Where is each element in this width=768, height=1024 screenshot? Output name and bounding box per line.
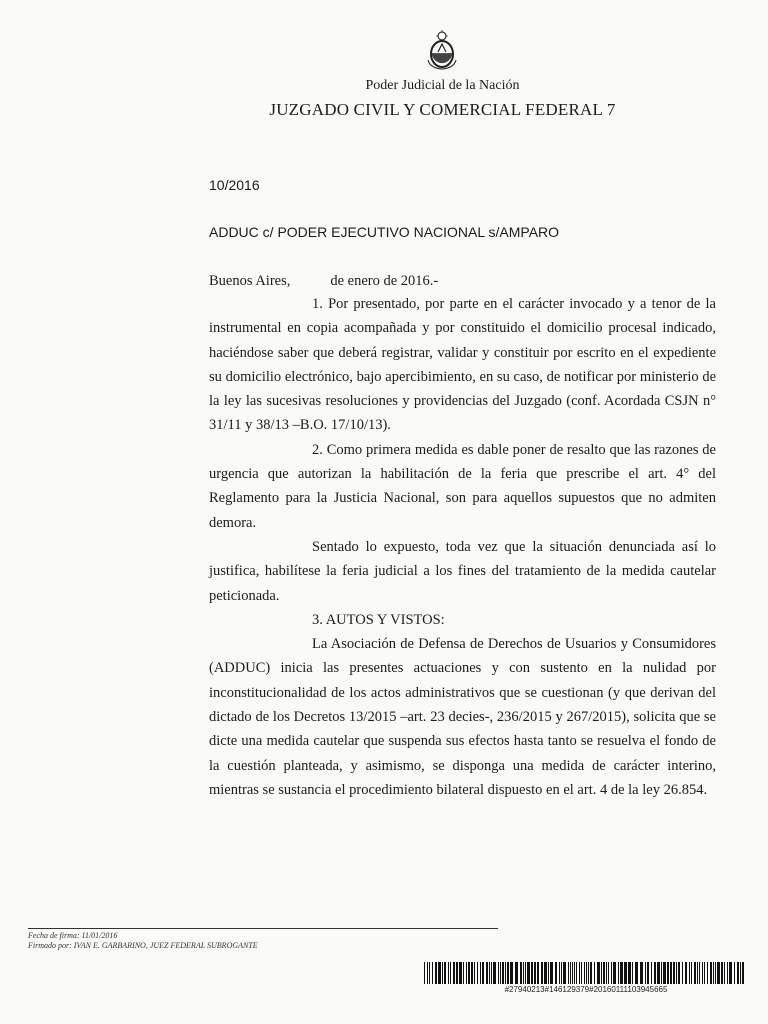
barcode-bar	[608, 962, 609, 984]
barcode-bar	[502, 962, 504, 984]
barcode-bar	[463, 962, 464, 984]
barcode-bar	[594, 962, 595, 984]
barcode-bar	[724, 962, 725, 984]
barcode-bar	[456, 962, 458, 984]
barcode	[424, 962, 748, 984]
barcode-bar	[493, 962, 496, 984]
barcode-bar	[601, 962, 602, 984]
barcode-bar	[471, 962, 473, 984]
date-place: Buenos Aires,	[209, 273, 291, 289]
barcode-bar	[624, 962, 627, 984]
barcode-bar	[694, 962, 696, 984]
barcode-bar	[486, 962, 488, 984]
barcode-bar	[667, 962, 669, 984]
organization-name: Poder Judicial de la Nación	[365, 78, 520, 93]
barcode-bar	[424, 962, 425, 984]
barcode-bar	[459, 962, 462, 984]
barcode-bar	[572, 962, 573, 984]
barcode-bar	[590, 962, 592, 984]
barcode-bar	[734, 962, 735, 984]
barcode-bar	[676, 962, 677, 984]
barcode-bar	[597, 962, 600, 984]
barcode-bar	[523, 962, 524, 984]
barcode-bar	[657, 962, 660, 984]
barcode-bar	[534, 962, 536, 984]
barcode-bar	[474, 962, 475, 984]
barcode-bar	[466, 962, 467, 984]
barcode-bar	[489, 962, 490, 984]
barcode-bar	[588, 962, 589, 984]
barcode-bar	[541, 962, 543, 984]
date-value: de enero de 2016.-	[330, 273, 439, 289]
barcode-bar	[715, 962, 716, 984]
paragraph-1: 1. Por presentado, por parte en el carácter invocado y a tenor de la instrumental en copia acompañada y por constituido el domicilio procesal indicado, haciéndose saber que deberá registrar, validar y constituir por escrito en el expediente su domicilio electrónico, bajo apercibimiento, en su caso, de notificar por ministerio de la ley las sucesivas resoluciones y providencias del Juzgado (conf. Acordada CSJN n° 31/11 y 38/13 –B.O. 17/10/13).	[209, 296, 716, 434]
barcode-bar	[561, 962, 562, 984]
barcode-bar	[707, 962, 708, 984]
barcode-bar	[645, 962, 646, 984]
paragraph-3: Sentado lo expuesto, toda vez que la situación denunciada así lo justifica, habilítese la feria judicial a los fines del tratamiento de la medida cautelar peticionada.	[209, 538, 716, 604]
barcode-bar	[729, 962, 732, 984]
barcode-bar	[618, 962, 619, 984]
barcode-bar	[721, 962, 723, 984]
barcode-bar	[525, 962, 526, 984]
barcode-bar	[429, 962, 430, 984]
barcode-bar	[544, 962, 547, 984]
barcode-bar	[438, 962, 441, 984]
barcode-bar	[727, 962, 728, 984]
barcode-bar	[500, 962, 501, 984]
barcode-bar	[654, 962, 656, 984]
national-seal-icon	[425, 30, 459, 70]
barcode-bar	[603, 962, 605, 984]
barcode-bar	[520, 962, 522, 984]
case-number: 10/2016	[209, 177, 260, 193]
barcode-bar	[507, 962, 509, 984]
barcode-bar	[635, 962, 638, 984]
barcode-bar	[663, 962, 666, 984]
barcode-bar	[480, 962, 481, 984]
barcode-bar	[713, 962, 714, 984]
barcode-bar	[505, 962, 506, 984]
barcode-bar	[702, 962, 703, 984]
barcode-bar	[640, 962, 643, 984]
barcode-bar	[570, 962, 571, 984]
barcode-bar	[537, 962, 539, 984]
court-name: JUZGADO CIVIL Y COMERCIAL FEDERAL 7	[269, 100, 616, 119]
barcode-bar	[427, 962, 428, 984]
barcode-bar	[717, 962, 720, 984]
barcode-bar	[581, 962, 582, 984]
barcode-number: #27940213#146129379#20160111103945665	[504, 985, 668, 994]
barcode-bar	[444, 962, 446, 984]
barcode-bar	[563, 962, 566, 984]
barcode-bar	[710, 962, 712, 984]
barcode-bar	[574, 962, 575, 984]
barcode-bar	[689, 962, 690, 984]
barcode-bar	[632, 962, 633, 984]
barcode-bar	[647, 962, 649, 984]
barcode-bar	[670, 962, 672, 984]
barcode-bar	[586, 962, 587, 984]
barcode-bar	[477, 962, 478, 984]
barcode-bar	[742, 962, 744, 984]
barcode-bar	[432, 962, 433, 984]
date-line	[209, 273, 438, 290]
barcode-bar	[559, 962, 560, 984]
barcode-bar	[515, 962, 518, 984]
barcode-bar	[697, 962, 698, 984]
section-heading-autos-y-vistos: 3. AUTOS Y VISTOS:	[312, 611, 445, 628]
barcode-bar	[651, 962, 652, 984]
barcode-bar	[682, 962, 683, 984]
barcode-bar	[611, 962, 612, 984]
barcode-bar	[548, 962, 549, 984]
barcode-bar	[435, 962, 437, 984]
barcode-bar	[606, 962, 607, 984]
barcode-bar	[740, 962, 741, 984]
paragraph-2: 2. Como primera medida es dable poner de resalto que las razones de urgencia que autorizan la habilitación de la feria que prescribe el art. 4° del Reglamento para la Justicia Nacional, son para aquellos supuestos que no admiten demora.	[209, 441, 716, 531]
barcode-bar	[576, 962, 577, 984]
barcode-bar	[531, 962, 533, 984]
barcode-bar	[450, 962, 451, 984]
barcode-bar	[527, 962, 530, 984]
barcode-bar	[613, 962, 616, 984]
case-caption: ADDUC c/ PODER EJECUTIVO NACIONAL s/AMPARO	[209, 224, 560, 240]
barcode-bar	[555, 962, 557, 984]
barcode-bar	[579, 962, 580, 984]
barcode-bar	[491, 962, 492, 984]
barcode-bar	[468, 962, 470, 984]
signature-rule	[28, 928, 498, 929]
barcode-bar	[673, 962, 675, 984]
barcode-bar	[453, 962, 455, 984]
barcode-bar	[685, 962, 687, 984]
barcode-bar	[498, 962, 499, 984]
barcode-bar	[510, 962, 513, 984]
signature-signer: Firmado por: IVAN E. GARBARINO, JUEZ FEDERAL SUBROGANTE	[28, 941, 258, 950]
barcode-bar	[678, 962, 680, 984]
barcode-bar	[737, 962, 739, 984]
barcode-bar	[584, 962, 585, 984]
signature-date: Fecha de firma: 11/01/2016	[28, 931, 118, 940]
barcode-bar	[482, 962, 484, 984]
barcode-bar	[699, 962, 700, 984]
resolution-body	[209, 292, 716, 802]
barcode-bar	[620, 962, 623, 984]
barcode-bar	[568, 962, 569, 984]
barcode-bar	[628, 962, 631, 984]
barcode-bar	[442, 962, 443, 984]
barcode-bar	[550, 962, 553, 984]
barcode-bar	[691, 962, 692, 984]
barcode-bar	[448, 962, 449, 984]
barcode-bar	[704, 962, 705, 984]
barcode-bar	[661, 962, 662, 984]
paragraph-4: La Asociación de Defensa de Derechos de Usuarios y Consumidores (ADDUC) inicia las presentes actuaciones y con sustento en la nulidad por inconstitucionalidad de los actos administrativos que se cuestionan (y que derivan del dictado de los Decretos 13/2015 –art. 23 decies-, 236/2015 y 267/2015), solicita que se dicte una medida cautelar que suspenda sus efectos hasta tanto se resuelva el fondo de la cuestión planteada, y asimismo, se disponga una medida de carácter interino, mientras se sustancia el procedimiento bilateral dispuesto en el art. 4 de la ley 26.854.	[209, 636, 716, 798]
